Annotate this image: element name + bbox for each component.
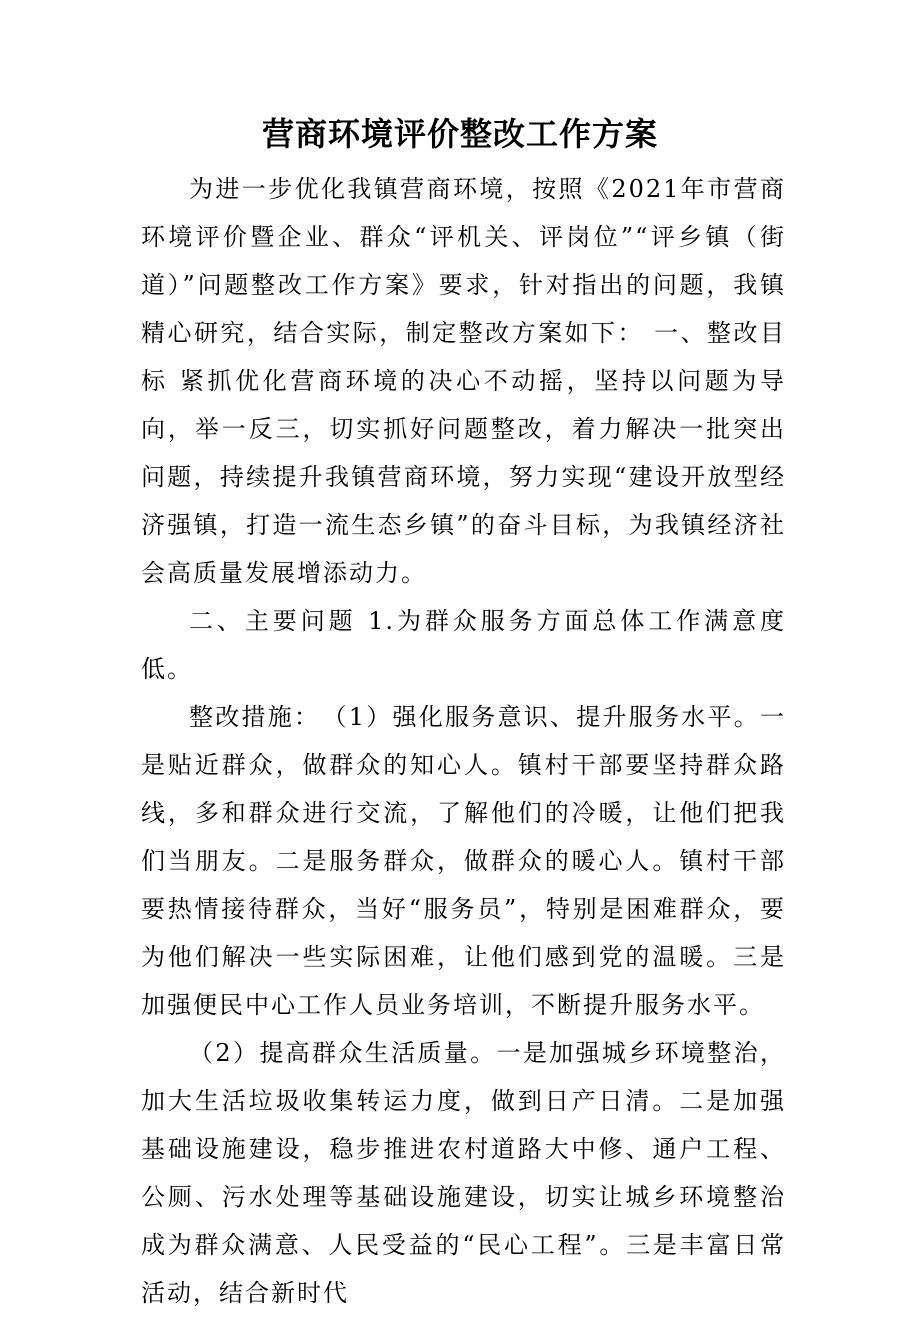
paragraph-intro: 为进一步优化我镇营商环境，按照《2021年市营商环境评价暨企业、群众“评机关、评岗位”“评乡镇（街道）”问题整改工作方案》要求，针对指出的问题，我镇精心研究，结合实际，制定整改方案如下： 一、整改目标 紧抓优化营商环境的决心不动摇，坚持以问题为导向，举一反三，切实抓好问题整改，着力解决一批突出问题，持续提升我镇营商环境，努力实现“建设开放型经济强镇，打造一流生态乡镇”的奋斗目标，为我镇经济社会高质量发展增添动力。	[141, 175, 786, 587]
document-body	[141, 165, 786, 1317]
document-title: 营商环境评价整改工作方案	[261, 115, 658, 153]
paragraph-measure-2: （2）提高群众生活质量。一是加强城乡环境整治，加大生活垃圾收集转运力度，做到日产日清。二是加强基础设施建设，稳步推进农村道路大中修、通户工程、公厕、污水处理等基础设施建设，切实让城乡环境整治成为群众满意、人民受益的“民心工程”。三是丰富日常活动，结合新时代	[141, 1039, 786, 1307]
paragraph-main-problem: 二、主要问题 1.为群众服务方面总体工作满意度低。	[141, 607, 786, 683]
paragraph-measure-1: 整改措施： （1）强化服务意识、提升服务水平。一是贴近群众，做群众的知心人。镇村干部要坚持群众路线，多和群众进行交流，了解他们的冷暖，让他们把我们当朋友。二是服务群众，做群众的暖心人。镇村干部要热情接待群众，当好“服务员”，特别是困难群众，要为他们解决一些实际困难，让他们感到党的温暖。三是加强便民中心工作人员业务培训，不断提升服务水平。	[141, 703, 786, 1019]
